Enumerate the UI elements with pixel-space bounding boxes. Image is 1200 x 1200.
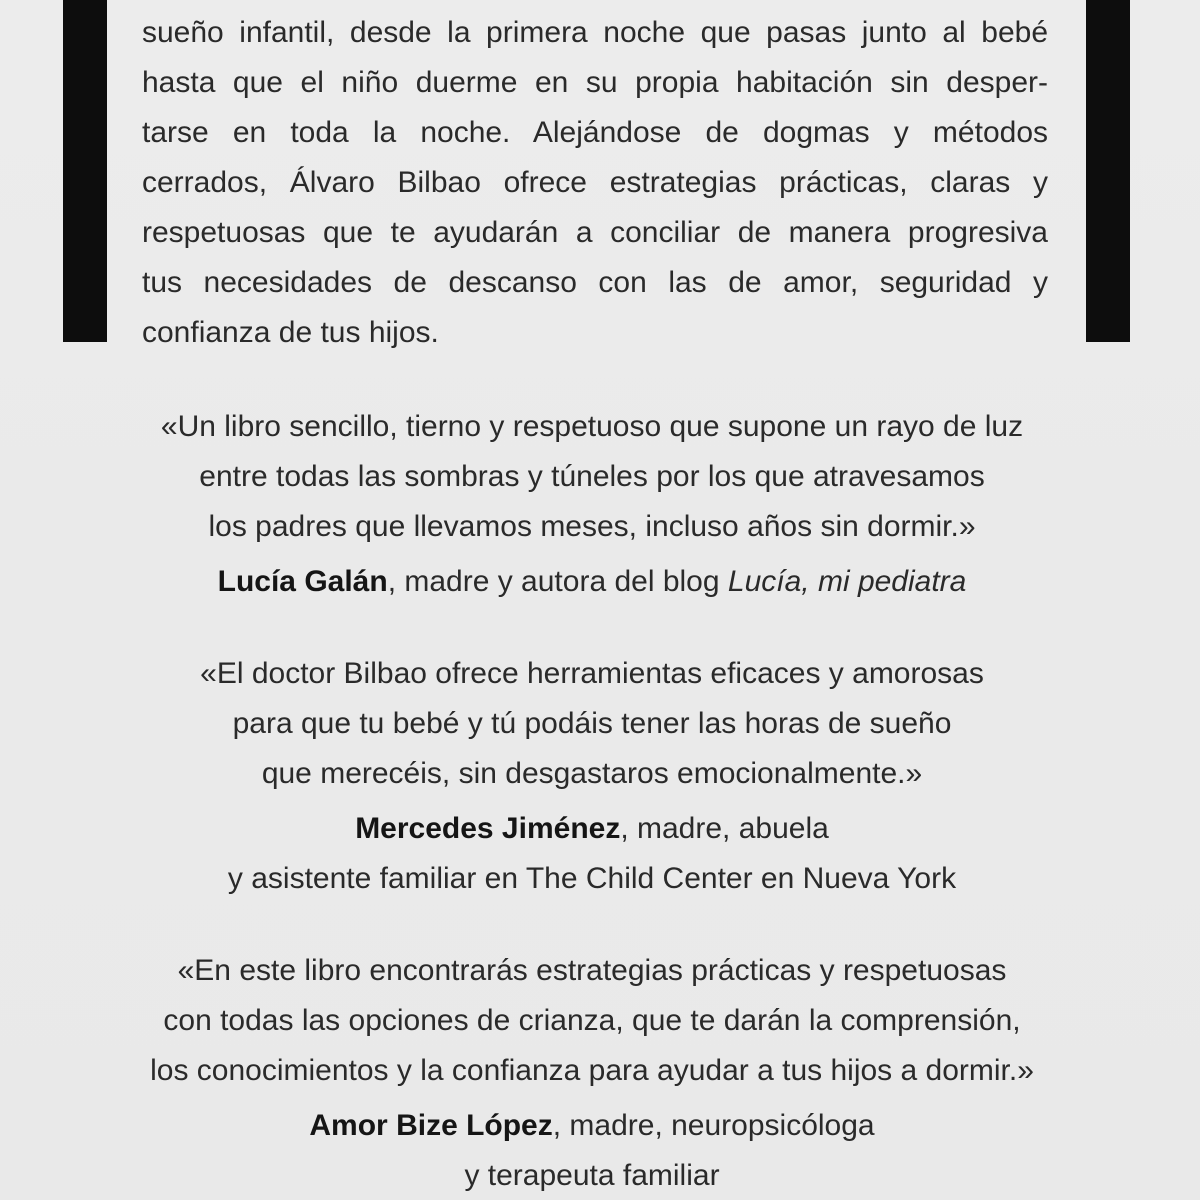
- synopsis-line: sueño infantil, desde la primera noche que pasas junto al bebé: [142, 16, 1048, 49]
- attribution-line: [0, 563, 1184, 601]
- synopsis-line: tus necesidades de descanso con las de amor, seguridad y: [142, 266, 1048, 299]
- attribution-line: [0, 1107, 1184, 1145]
- blog-title: Lucía, mi pediatra: [727, 565, 967, 598]
- quote-line: que merecéis, sin desgastaros emocionalmente.»: [261, 757, 923, 790]
- synopsis-line: hasta que el niño duerme en su propia habitación sin desper-: [142, 66, 1048, 99]
- quote-line: los padres que llevamos meses, incluso años sin dormir.»: [208, 510, 976, 543]
- attribution-line: [0, 810, 1184, 848]
- synopsis-line: respetuosas que te ayudarán a conciliar de manera progresiva: [142, 216, 1048, 249]
- left-black-bar: [63, 0, 107, 342]
- author-role: , madre, neuropsicóloga: [552, 1109, 875, 1142]
- quote-line: «En este libro encontrarás estrategias prácticas y respetuosas: [177, 954, 1007, 987]
- author-name: Lucía Galán: [217, 565, 388, 598]
- attribution-line-2: y asistente familiar en The Child Center en Nueva York: [227, 862, 957, 895]
- attribution-line-2: y terapeuta familiar: [464, 1159, 720, 1192]
- right-black-bar: [1086, 0, 1130, 342]
- author-name: Amor Bize López: [309, 1109, 553, 1142]
- synopsis-line: cerrados, Álvaro Bilbao ofrece estrategias prácticas, claras y: [142, 166, 1048, 199]
- synopsis-line: tarse en toda la noche. Alejándose de dogmas y métodos: [142, 116, 1048, 149]
- quote-line: los conocimientos y la confianza para ayudar a tus hijos a dormir.»: [150, 1054, 1034, 1087]
- author-role: , madre, abuela: [620, 812, 829, 845]
- quote-line: con todas las opciones de crianza, que te darán la comprensión,: [163, 1004, 1021, 1037]
- synopsis-line: confianza de tus hijos.: [142, 316, 439, 349]
- author-name: Mercedes Jiménez: [355, 812, 621, 845]
- author-role: , madre y autora del blog: [387, 565, 728, 598]
- quote-line: «El doctor Bilbao ofrece herramientas eficaces y amorosas: [200, 657, 984, 690]
- quote-line: para que tu bebé y tú podáis tener las horas de sueño: [232, 707, 952, 740]
- quote-line: entre todas las sombras y túneles por los que atravesamos: [199, 460, 985, 493]
- quote-line: «Un libro sencillo, tierno y respetuoso que supone un rayo de luz: [160, 410, 1024, 443]
